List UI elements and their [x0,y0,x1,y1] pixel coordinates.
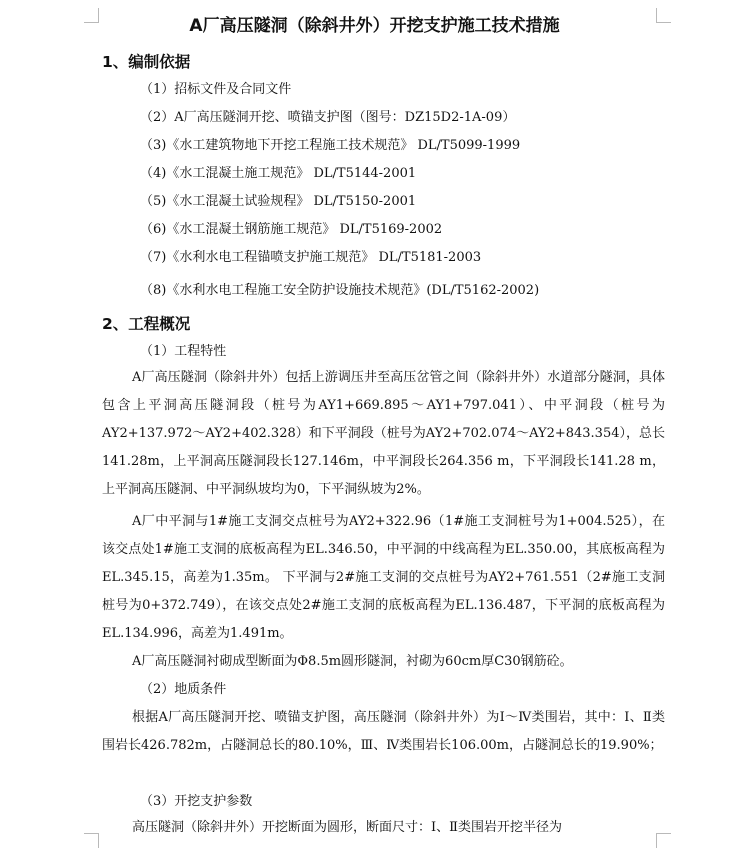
basis-item-8: （8)《水利水电工程施工安全防护设施技术规范》(DL/T5162-2002) [140,283,540,298]
basis-item-5: （5)《水工混凝土试验规程》 DL/T5150-2001 [140,194,417,209]
paragraph-lining: A厂高压隧洞衬砌成型断面为Φ8.5m圆形隧洞，衬砌为60cm厚C30钢筋砼。 [132,654,573,669]
basis-item-1: （1）招标文件及合同文件 [140,82,292,97]
section-heading-overview: 2、工程概况 [102,315,191,333]
page-corner-mark-bottom-left [84,833,99,848]
subheading-excavation-params: （3）开挖支护参数 [140,794,253,809]
basis-item-7: （7)《水利水电工程锚喷支护施工规范》 DL/T5181-2003 [140,250,482,265]
paragraph-geology: 根据A厂高压隧洞开挖、喷锚支护图，高压隧洞（除斜井外）为Ⅰ～Ⅳ类围岩，其中：Ⅰ、Ⅱ类围岩长426.782m，占隧洞总长的80.10%，Ⅲ、Ⅳ类围岩长106.00m，占隧洞总长的19.90%； [102,710,665,753]
basis-item-6: （6)《水工混凝土钢筋施工规范》 DL/T5169-2002 [140,222,443,237]
basis-item-4: （4)《水工混凝土施工规范》 DL/T5144-2001 [140,166,417,181]
paragraph-excavation: 高压隧洞（除斜井外）开挖断面为圆形，断面尺寸：Ⅰ、Ⅱ类围岩开挖半径为 [132,820,562,835]
paragraph-characteristics: A厂高压隧洞（除斜井外）包括上游调压井至高压岔管之间（除斜井外）水道部分隧洞，具体包含上平洞高压隧洞段（桩号为AY1+669.895～AY1+797.041）、中平洞段（桩号为AY2+137.972～AY2+402.328）和下平洞段（桩号为AY2+702.074～AY2+843.354），总长141.28m，上平洞高压隧洞段长127.146m，中平洞段长264.356 m，下平洞段长141.28 m，上平洞高压隧洞、中平洞纵坡均为0，下平洞纵坡为2%。 [102,370,665,497]
paragraph-intersections: A厂中平洞与1#施工支洞交点桩号为AY2+322.96（1#施工支洞桩号为1+004.525），在该交点处1#施工支洞的底板高程为EL.346.50，中平洞的中线高程为EL.350.00，其底板高程为EL.345.15，高差为1.35m。 下平洞与2#施工支洞的交点桩号为AY2+761.551（2#施工支洞桩号为0+372.749），在该交点处2#施工支洞的底板高程为EL.136.487，下平洞的底板高程为EL.134.996，高差为1.491m。 [102,514,665,641]
subheading-characteristics: （1）工程特性 [140,344,227,359]
basis-item-2: （2）A厂高压隧洞开挖、喷锚支护图（图号：DZ15D2-1A-09） [140,110,516,125]
basis-item-3: （3)《水工建筑物地下开挖工程施工技术规范》 DL/T5099-1999 [140,138,521,153]
subheading-geology: （2）地质条件 [140,682,227,697]
section-heading-basis: 1、编制依据 [102,53,191,71]
document-title: A厂高压隧洞（除斜井外）开挖支护施工技术措施 [189,16,560,36]
